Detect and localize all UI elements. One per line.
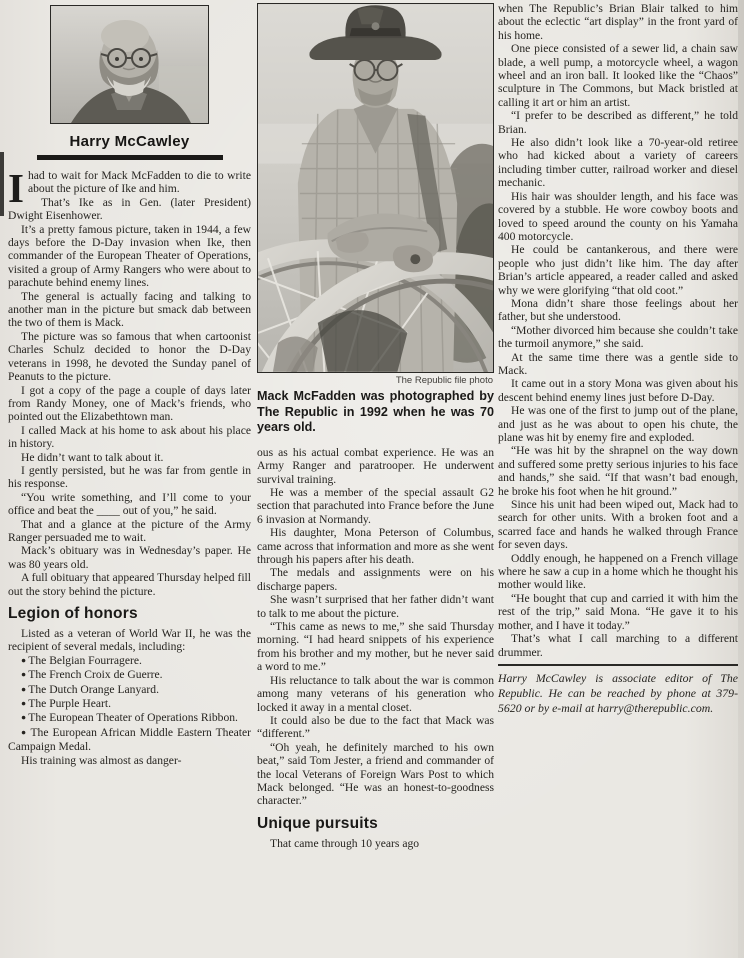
article-paragraph: Listed as a veteran of World War II, he was the recipient of several medals, including:	[8, 627, 251, 654]
article-paragraph: He was a member of the special assault G2 section that parachuted into France before the June 6 invasion at Normandy.	[257, 486, 494, 526]
author-headshot-photo	[50, 5, 209, 124]
section-heading-legion-of-honors: Legion of honors	[8, 605, 138, 622]
article-paragraph: One piece consisted of a sewer lid, a chain saw blade, a well pump, a motorcycle wheel, a wagon wheel and an iron ball. It looked like the “Chaos” sculpture in The Commons, but Mack bristled at calling it art or him an artist.	[498, 42, 738, 109]
article-paragraph: Since his unit had been wiped out, Mack had to search for other units. With a broken foot and a scarred face and hands he walked through France for seven days.	[498, 498, 738, 552]
article-paragraph: when The Republic’s Brian Blair talked to him about the eclectic “art display” in the front yard of his home.	[498, 2, 738, 42]
photo-caption: Mack McFadden was photographed by The Republic in 1992 when he was 70 years old.	[257, 389, 494, 435]
author-name: Harry McCawley	[69, 133, 190, 150]
article-paragraph: “You write something, and I’ll come to your office and beat the ____ out of you,” he said.	[8, 490, 251, 518]
left-column	[8, 0, 251, 958]
article-paragraph: Mona didn’t share those feelings about her father, but she understood.	[498, 296, 738, 324]
medals-list	[8, 654, 251, 754]
article-paragraph: “Mother divorced him because she couldn’t take the turmoil anymore,” she said.	[498, 323, 738, 351]
author-box	[8, 0, 251, 160]
article-paragraph: “He was hit by the shrapnel on the way down and suffered some pretty serious injuries to his face and hands,” she said. “If that wasn’t bad enough, he broke his foot when he hit ground.”	[498, 444, 738, 498]
article-paragraph: Ihad to wait for Mack McFadden to die to write about the picture of Ike and him.	[8, 165, 251, 211]
article-paragraph: That came through 10 years ago	[270, 836, 420, 850]
medal-list-item: ● The European African Middle Eastern Theater Campaign Medal.	[8, 726, 251, 754]
article-paragraph: I called Mack at his home to ask about his place in history.	[8, 423, 251, 451]
divider-bar	[37, 155, 223, 160]
article-paragraph: A full obituary that appeared Thursday helped fill out the story behind the picture.	[8, 571, 251, 598]
medal-list-item: ● The European Theater of Operations Ribbon.	[8, 711, 251, 725]
section-heading-unique-pursuits: Unique pursuits	[257, 814, 378, 832]
article-paragraph: “I prefer to be described as different,” he told Brian.	[498, 109, 738, 136]
article-paragraph: “He bought that cup and carried it with him the rest of the trip,” said Mona. “He gave it to his mother, and I have it today.”	[498, 591, 738, 632]
article-paragraph: His training was almost as danger-	[21, 753, 182, 767]
medal-list-item: ● The Purple Heart.	[8, 697, 251, 711]
article-paragraph: ous as his actual combat experience. He was an Army Ranger and paratrooper. He underwent survival training.	[257, 445, 494, 486]
article-paragraph: At the same time there was a gentle side to Mack.	[498, 350, 738, 377]
author-bio: Harry McCawley is associate editor of The Republic. He can be reached by phone at 379-5620 or by e-mail at harry@therepublic.com.	[498, 664, 738, 715]
article-paragraph: The picture was so famous that when cartoonist Charles Schulz decided to honor the D-Day veterans in 1998, he devoted the Sunday panel of Peanuts to the picture.	[8, 329, 251, 384]
article-paragraph: His hair was shoulder length, and his face was covered by a stubble. He wore cowboy boots and loved to speed around the county on his Yamaha 400 motorcycle.	[498, 189, 738, 243]
article-paragraph: It could also be due to the fact that Mack was “different.”	[257, 713, 494, 741]
photo-credit: The Republic file photo	[395, 375, 493, 386]
article-paragraph: The medals and assignments were on his discharge papers.	[257, 566, 494, 593]
article-paragraph: That’s what I call marching to a different drummer.	[498, 632, 738, 659]
article-paragraph: He could be cantankerous, and there were people who just didn’t like him. The day after Brian’s article appeared, a reader called and asked why we were glorifying “that old coot.”	[498, 243, 738, 297]
medal-list-item: ● The Belgian Fourragere.	[8, 654, 251, 668]
article-paragraph: That and a glance at the picture of the Army Ranger persuaded me to wait.	[8, 517, 251, 544]
right-column	[498, 0, 738, 958]
scan-artifact-left-edge	[0, 152, 4, 216]
medal-list-item: ● The Dutch Orange Lanyard.	[8, 683, 251, 697]
scan-artifact-right-edge	[738, 0, 744, 958]
article-paragraph: I got a copy of the page a couple of days later from Randy Money, one of Mack’s friends, who pointed out the Elizabethtown man.	[8, 383, 251, 424]
article-paragraph: The general is actually facing and talking to another man in the picture but smack dab between the two of them is Mack.	[8, 289, 251, 330]
article-paragraph: Oddly enough, he happened on a French village where he saw a cup in a home which he thought his mother would like.	[498, 551, 738, 592]
mack-mcfadden-photo	[257, 3, 494, 373]
article-paragraph: He didn’t want to talk about it.	[21, 450, 164, 464]
article-paragraph: His daughter, Mona Peterson of Columbus, came across that information and more as she went through his papers after his death.	[257, 526, 494, 567]
article-paragraph: “Oh yeah, he definitely marched to his own beat,” said Tom Jester, a friend and commander of the local Veterans of Foreign Wars Post to which Mack belonged. “He was an honest-to-goodness character.”	[257, 740, 494, 808]
medal-list-item: ● The French Croix de Guerre.	[8, 668, 251, 682]
article-paragraph: He was one of the first to jump out of the plane, and just as he was about to open his chute, the plane was hit by enemy fire and exploded.	[498, 404, 738, 444]
article-paragraph: That’s Ike as in Gen. (later President) Dwight Eisenhower.	[8, 195, 251, 223]
article-paragraph: She wasn’t surprised that her father didn’t want to talk to me about the picture.	[257, 593, 494, 620]
article-paragraph: I gently persisted, but he was far from gentle in his response.	[8, 463, 251, 491]
middle-column	[257, 0, 494, 958]
article-paragraph: He also didn’t look like a 70-year-old retiree who had kicked about a variety of careers including timber cutter, railroad worker and diesel mechanic.	[498, 136, 738, 190]
article-paragraph: It came out in a story Mona was given about his descent behind enemy lines just before D-Day.	[498, 377, 738, 404]
drop-cap: I	[8, 165, 24, 211]
article-paragraph: His reluctance to talk about the war is common among many veterans of his generation who locked it away in a mental closet.	[257, 673, 494, 714]
article-paragraph: Mack’s obituary was in Wednesday’s paper. He was 80 years old.	[8, 544, 251, 571]
article-paragraph: “This came as news to me,” she said Thursday morning. “I had heard snippets of his experience from his brother and my mother, but he never said a word to me.”	[257, 620, 494, 674]
article-paragraph: It’s a pretty famous picture, taken in 1944, a few days before the D-Day invasion when Ike, then commander of the European Theater of Operations, visited a group of Army Rangers who were about to parachute behind enemy lines.	[8, 222, 251, 290]
